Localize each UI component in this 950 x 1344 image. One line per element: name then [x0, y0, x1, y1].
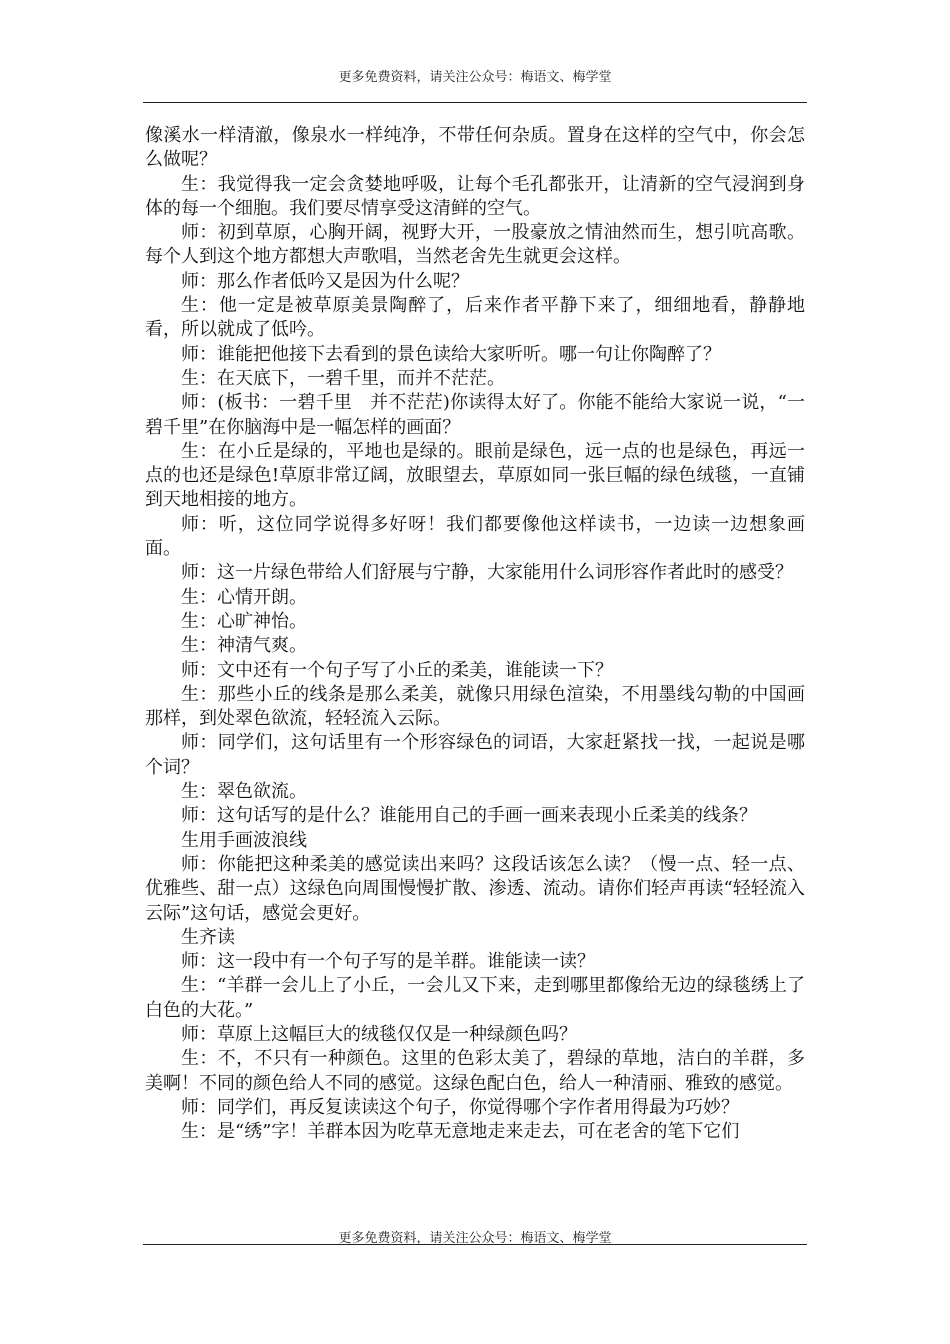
dialogue-paragraph: 师：(板书：一碧千里 并不茫茫)你读得太好了。你能不能给大家说一说，“一碧千里”在你脑海中是一幅怎样的画面？: [145, 392, 805, 438]
dialogue-paragraph: 生用手画波浪线: [181, 829, 307, 851]
dialogue-paragraph: 师：那么作者低吟又是因为什么呢？: [181, 270, 469, 292]
document-body: [145, 124, 805, 1144]
dialogue-paragraph: 师：同学们，这句话里有一个形容绿色的词语，大家赶紧找一找，一起说是哪个词？: [145, 732, 805, 778]
dialogue-paragraph: 生：在小丘是绿的，平地也是绿的。眼前是绿色，远一点的也是绿色，再远一点的也还是绿色!草原非常辽阔，放眼望去，草原如同一张巨幅的绿色绒毯，一直铺到天地相接的地方。: [145, 440, 805, 511]
dialogue-paragraph: 生：翠色欲流。: [181, 781, 307, 803]
dialogue-paragraph: 生：心旷神怡。: [181, 610, 307, 632]
dialogue-paragraph: 师：这一片绿色带给人们舒展与宁静，大家能用什么词形容作者此时的感受？: [181, 562, 793, 584]
dialogue-paragraph: 生：“羊群一会儿上了小丘，一会儿又下来，走到哪里都像给无边的绿毯绣上了白色的大花。”: [145, 975, 805, 1021]
dialogue-paragraph: 师：谁能把他接下去看到的景色读给大家听听。哪一句让你陶醉了？: [181, 343, 721, 365]
dialogue-paragraph: 生：那些小丘的线条是那么柔美，就像只用绿色渲染，不用墨线勾勒的中国画那样，到处翠色欲流，轻轻流入云际。: [145, 683, 805, 730]
dialogue-paragraph: 师：这句话写的是什么？谁能用自己的手画一画来表现小丘柔美的线条？: [181, 805, 757, 827]
dialogue-paragraph: 生：我觉得我一定会贪婪地呼吸，让每个毛孔都张开，让清新的空气浸润到身体的每一个细胞。我们要尽情享受这清鲜的空气。: [145, 173, 805, 219]
dialogue-paragraph: 师：初到草原，心胸开阔，视野大开，一股豪放之情油然而生，想引吭高歌。每个人到这个地方都想大声歌唱，当然老舍先生就更会这样。: [145, 222, 805, 268]
dialogue-paragraph: 师：听，这位同学说得多好呀！我们都要像他这样读书，一边读一边想象画面。: [145, 513, 805, 560]
dialogue-paragraph: 师：文中还有一个句子写了小丘的柔美，谁能读一下？: [181, 659, 613, 681]
header-rule: [143, 102, 807, 103]
dialogue-paragraph: 生：心情开朗。: [181, 586, 307, 608]
dialogue-paragraph: 像溪水一样清澈，像泉水一样纯净，不带任何杂质。置身在这样的空气中，你会怎么做呢？: [145, 125, 805, 171]
dialogue-paragraph: 生：在天底下，一碧千里，而并不茫茫。: [181, 367, 505, 389]
page-footer: 更多免费资料，请关注公众号：梅语文、梅学堂: [338, 1231, 612, 1246]
dialogue-paragraph: 生：神清气爽。: [181, 635, 307, 657]
dialogue-paragraph: 生：是“绣”字！羊群本因为吃草无意地走来走去，可在老舍的笔下它们: [181, 1121, 740, 1143]
dialogue-paragraph: 生齐读: [181, 926, 235, 948]
dialogue-paragraph: 生：不，不只有一种颜色。这里的色彩太美了，碧绿的草地，洁白的羊群，多美啊！不同的颜色给人不同的感觉。这绿色配白色，给人一种清丽、雅致的感觉。: [145, 1048, 805, 1094]
dialogue-paragraph: 生：他一定是被草原美景陶醉了，后来作者平静下来了，细细地看，静静地看，所以就成了低吟。: [145, 295, 805, 341]
page-header: 更多免费资料，请关注公众号：梅语文、梅学堂: [338, 70, 612, 85]
footer-rule: [143, 1244, 807, 1245]
dialogue-paragraph: 师：你能把这种柔美的感觉读出来吗？这段话该怎么读？（慢一点、轻一点、优雅些、甜一点）这绿色向周围慢慢扩散、渗透、流动。请你们轻声再读“轻轻流入云际”这句话，感觉会更好。: [145, 853, 805, 924]
dialogue-paragraph: 师：这一段中有一个句子写的是羊群。谁能读一读？: [181, 951, 595, 973]
dialogue-paragraph: 师：同学们，再反复读读这个句子，你觉得哪个字作者用得最为巧妙？: [181, 1096, 739, 1118]
dialogue-paragraph: 师：草原上这幅巨大的绒毯仅仅是一种绿颜色吗？: [181, 1023, 577, 1045]
